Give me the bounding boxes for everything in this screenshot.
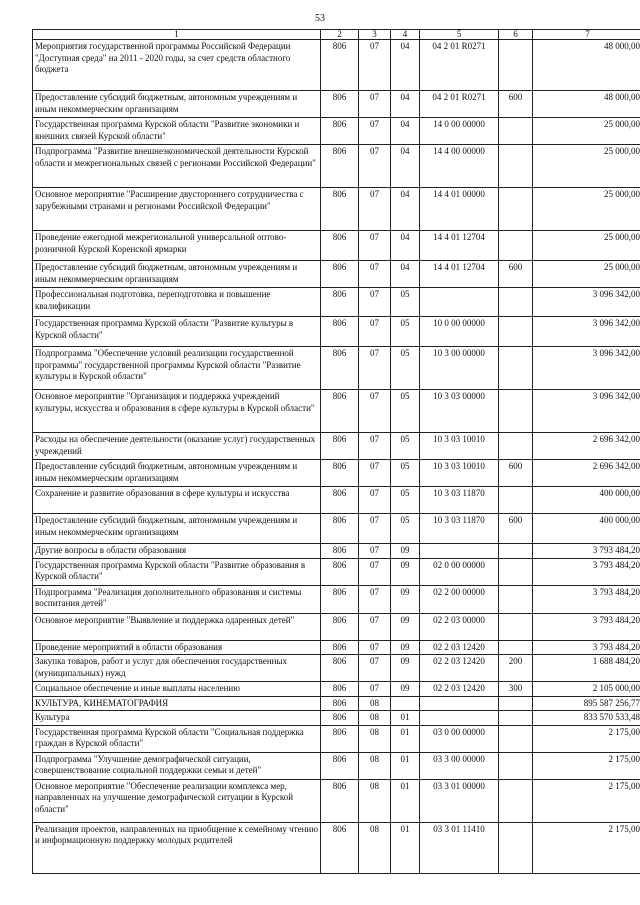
grbs-code-cell: 806	[321, 696, 359, 711]
expense-type-cell	[499, 752, 533, 779]
amount-cell: 3 793 484,20	[533, 613, 640, 640]
subsection-code-cell: 05	[391, 514, 420, 544]
target-article-cell: 04 2 01 R0271	[420, 91, 499, 118]
row-name-cell: Основное мероприятие "Выявление и поддержка одаренных детей"	[33, 613, 321, 640]
grbs-code-cell: 806	[321, 725, 359, 752]
amount-cell: 25 000,00	[533, 261, 640, 288]
target-article-cell	[420, 711, 499, 726]
table-row	[33, 390, 640, 433]
amount-cell: 25 000,00	[533, 118, 640, 145]
amount-cell: 48 000,00	[533, 91, 640, 118]
row-name-cell: Социальное обеспечение и иные выплаты населению	[33, 682, 321, 697]
expense-type-cell	[499, 390, 533, 433]
grbs-code-cell: 806	[321, 317, 359, 347]
amount-cell: 2 105 000,00	[533, 682, 640, 697]
subsection-code-cell: 04	[391, 118, 420, 145]
table-row	[33, 118, 640, 145]
expense-type-cell	[499, 696, 533, 711]
expense-type-cell	[499, 231, 533, 261]
row-name-cell: Предоставление субсидий бюджетным, автономным учреждениям и иным некоммерческим организациям	[33, 460, 321, 487]
expense-type-cell	[499, 558, 533, 585]
table-row	[33, 779, 640, 822]
target-article-cell: 02 2 03 00000	[420, 613, 499, 640]
row-name-cell: Подпрограмма "Улучшение демографической ситуации, совершенствование социальной поддержки семьи и детей"	[33, 752, 321, 779]
amount-cell: 3 096 342,00	[533, 347, 640, 390]
section-code-cell: 07	[359, 640, 391, 655]
grbs-code-cell: 806	[321, 752, 359, 779]
subsection-code-cell: 05	[391, 487, 420, 514]
expense-type-cell: 200	[499, 655, 533, 682]
target-article-cell: 10 3 03 11870	[420, 487, 499, 514]
section-code-cell: 07	[359, 682, 391, 697]
table-row	[33, 40, 640, 91]
target-article-cell: 03 0 00 00000	[420, 725, 499, 752]
target-article-cell: 03 3 01 00000	[420, 779, 499, 822]
expense-type-cell	[499, 288, 533, 317]
row-name-cell: Реализация проектов, направленных на приобщение к семейному чтению и информационную поддержку молодых родителей	[33, 822, 321, 873]
subsection-code-cell: 04	[391, 231, 420, 261]
table-row	[33, 288, 640, 317]
target-article-cell: 14 4 01 12704	[420, 231, 499, 261]
target-article-cell: 02 0 00 00000	[420, 558, 499, 585]
amount-cell: 895 587 256,77	[533, 696, 640, 711]
amount-cell: 3 096 342,00	[533, 288, 640, 317]
row-name-cell: Профессиональная подготовка, переподготовка и повышение квалификации	[33, 288, 321, 317]
page-number: 53	[315, 13, 325, 24]
row-name-cell: Предоставление субсидий бюджетным, автономным учреждениям и иным некоммерческим организациям	[33, 91, 321, 118]
subsection-code-cell: 04	[391, 188, 420, 231]
table-row	[33, 585, 640, 613]
subsection-code-cell: 01	[391, 711, 420, 726]
subsection-code-cell: 09	[391, 613, 420, 640]
table-row	[33, 725, 640, 752]
budget-table	[32, 29, 640, 874]
amount-cell: 48 000,00	[533, 40, 640, 91]
grbs-code-cell: 806	[321, 188, 359, 231]
row-name-cell: КУЛЬТУРА, КИНЕМАТОГРАФИЯ	[33, 696, 321, 711]
grbs-code-cell: 806	[321, 118, 359, 145]
row-name-cell: Подпрограмма "Реализация дополнительного образования и системы воспитания детей"	[33, 585, 321, 613]
row-name-cell: Подпрограмма "Обеспечение условий реализации государственной программы" государственной программы Курской области "Развитие культуры в Курской области"	[33, 347, 321, 390]
target-article-cell	[420, 288, 499, 317]
expense-type-cell: 600	[499, 91, 533, 118]
expense-type-cell	[499, 725, 533, 752]
amount-cell: 3 096 342,00	[533, 317, 640, 347]
row-name-cell: Государственная программа Курской области "Развитие культуры в Курской области"	[33, 317, 321, 347]
table-row	[33, 640, 640, 655]
section-code-cell: 07	[359, 347, 391, 390]
grbs-code-cell: 806	[321, 779, 359, 822]
row-name-cell: Основное мероприятие "Расширение двустороннего сотрудничества с зарубежными странами и регионами Российской Федерации"	[33, 188, 321, 231]
target-article-cell	[420, 696, 499, 711]
table-row	[33, 514, 640, 544]
section-code-cell: 08	[359, 725, 391, 752]
col-header-6: 6	[499, 30, 533, 40]
section-code-cell: 07	[359, 460, 391, 487]
section-code-cell: 07	[359, 433, 391, 460]
subsection-code-cell: 05	[391, 347, 420, 390]
row-name-cell: Закупка товаров, работ и услуг для обеспечения государственных (муниципальных) нужд	[33, 655, 321, 682]
row-name-cell: Государственная программа Курской области "Социальная поддержка граждан в Курской области"	[33, 725, 321, 752]
section-code-cell: 07	[359, 145, 391, 188]
section-code-cell: 07	[359, 613, 391, 640]
expense-type-cell: 600	[499, 261, 533, 288]
section-code-cell: 07	[359, 188, 391, 231]
grbs-code-cell: 806	[321, 347, 359, 390]
table-row	[33, 613, 640, 640]
table-row	[33, 696, 640, 711]
expense-type-cell	[499, 188, 533, 231]
subsection-code-cell: 04	[391, 145, 420, 188]
amount-cell: 1 688 484,20	[533, 655, 640, 682]
row-name-cell: Проведение ежегодной межрегиональной универсальной оптово-розничной Курской Коренской ярмарки	[33, 231, 321, 261]
section-code-cell: 07	[359, 288, 391, 317]
subsection-code-cell: 04	[391, 261, 420, 288]
grbs-code-cell: 806	[321, 288, 359, 317]
section-code-cell: 08	[359, 779, 391, 822]
target-article-cell: 10 3 00 00000	[420, 347, 499, 390]
section-code-cell: 08	[359, 696, 391, 711]
subsection-code-cell: 01	[391, 779, 420, 822]
col-header-2: 2	[321, 30, 359, 40]
col-header-3: 3	[359, 30, 391, 40]
amount-cell: 2 696 342,00	[533, 433, 640, 460]
row-name-cell: Культура	[33, 711, 321, 726]
row-name-cell: Государственная программа Курской области "Развитие экономики и внешних связей Курской области"	[33, 118, 321, 145]
row-name-cell: Другие вопросы в области образования	[33, 544, 321, 559]
target-article-cell: 02 2 00 00000	[420, 585, 499, 613]
expense-type-cell	[499, 40, 533, 91]
table-row	[33, 231, 640, 261]
section-code-cell: 07	[359, 544, 391, 559]
grbs-code-cell: 806	[321, 514, 359, 544]
target-article-cell: 14 0 00 00000	[420, 118, 499, 145]
section-code-cell: 07	[359, 231, 391, 261]
grbs-code-cell: 806	[321, 433, 359, 460]
col-header-4: 4	[391, 30, 420, 40]
target-article-cell: 02 2 03 12420	[420, 682, 499, 697]
target-article-cell: 10 3 03 10010	[420, 433, 499, 460]
amount-cell: 2 696 342,00	[533, 460, 640, 487]
section-code-cell: 07	[359, 118, 391, 145]
table-row	[33, 145, 640, 188]
section-code-cell: 07	[359, 514, 391, 544]
row-name-cell: Основное мероприятие "Организация и поддержка учреждений культуры, искусства и образования в сфере культуры в Курской области"	[33, 390, 321, 433]
expense-type-cell: 600	[499, 514, 533, 544]
subsection-code-cell: 04	[391, 91, 420, 118]
grbs-code-cell: 806	[321, 460, 359, 487]
expense-type-cell	[499, 118, 533, 145]
amount-cell: 25 000,00	[533, 145, 640, 188]
section-code-cell: 07	[359, 487, 391, 514]
table-row	[33, 317, 640, 347]
row-name-cell: Предоставление субсидий бюджетным, автономным учреждениям и иным некоммерческим организациям	[33, 514, 321, 544]
subsection-code-cell: 09	[391, 544, 420, 559]
amount-cell: 2 175,00	[533, 725, 640, 752]
expense-type-cell	[499, 711, 533, 726]
expense-type-cell	[499, 317, 533, 347]
row-name-cell: Мероприятия государственной программы Российской Федерации "Доступная среда" на 2011 - 2020 годы, за счет средств областного бюджета	[33, 40, 321, 91]
target-article-cell: 04 2 01 R0271	[420, 40, 499, 91]
row-name-cell: Подпрограмма "Развитие внешнеэкономической деятельности Курской области и межрегиональных связей с регионами Российской Федерации"	[33, 145, 321, 188]
subsection-code-cell: 01	[391, 822, 420, 873]
amount-cell: 2 175,00	[533, 779, 640, 822]
target-article-cell: 03 3 01 11410	[420, 822, 499, 873]
target-article-cell: 03 3 00 00000	[420, 752, 499, 779]
subsection-code-cell: 09	[391, 640, 420, 655]
section-code-cell: 07	[359, 585, 391, 613]
expense-type-cell	[499, 585, 533, 613]
grbs-code-cell: 806	[321, 613, 359, 640]
grbs-code-cell: 806	[321, 145, 359, 188]
target-article-cell: 02 2 03 12420	[420, 640, 499, 655]
grbs-code-cell: 806	[321, 655, 359, 682]
target-article-cell: 14 4 00 00000	[420, 145, 499, 188]
table-row	[33, 91, 640, 118]
amount-cell: 25 000,00	[533, 231, 640, 261]
grbs-code-cell: 806	[321, 261, 359, 288]
expense-type-cell	[499, 487, 533, 514]
amount-cell: 2 175,00	[533, 752, 640, 779]
expense-type-cell	[499, 347, 533, 390]
row-name-cell: Проведение мероприятий в области образования	[33, 640, 321, 655]
expense-type-cell: 600	[499, 460, 533, 487]
target-article-cell	[420, 544, 499, 559]
subsection-code-cell: 09	[391, 585, 420, 613]
target-article-cell: 10 3 03 00000	[420, 390, 499, 433]
table-row	[33, 460, 640, 487]
section-code-cell: 07	[359, 91, 391, 118]
subsection-code-cell: 05	[391, 433, 420, 460]
expense-type-cell	[499, 822, 533, 873]
grbs-code-cell: 806	[321, 711, 359, 726]
table-row	[33, 655, 640, 682]
col-header-5: 5	[420, 30, 499, 40]
table-row	[33, 544, 640, 559]
row-name-cell: Расходы на обеспечение деятельности (оказание услуг) государственных учреждений	[33, 433, 321, 460]
expense-type-cell	[499, 613, 533, 640]
expense-type-cell	[499, 779, 533, 822]
amount-cell: 3 793 484,20	[533, 544, 640, 559]
grbs-code-cell: 806	[321, 558, 359, 585]
table-row	[33, 711, 640, 726]
grbs-code-cell: 806	[321, 682, 359, 697]
section-code-cell: 07	[359, 558, 391, 585]
table-row	[33, 188, 640, 231]
target-article-cell: 14 4 01 00000	[420, 188, 499, 231]
section-code-cell: 07	[359, 317, 391, 347]
target-article-cell: 10 0 00 00000	[420, 317, 499, 347]
expense-type-cell	[499, 544, 533, 559]
table-row	[33, 822, 640, 873]
target-article-cell: 02 2 03 12420	[420, 655, 499, 682]
table-row	[33, 433, 640, 460]
amount-cell: 833 570 533,48	[533, 711, 640, 726]
section-code-cell: 08	[359, 822, 391, 873]
table-row	[33, 558, 640, 585]
subsection-code-cell: 01	[391, 752, 420, 779]
col-header-7: 7	[533, 30, 640, 40]
grbs-code-cell: 806	[321, 390, 359, 433]
subsection-code-cell: 09	[391, 558, 420, 585]
row-name-cell: Сохранение и развитие образования в сфере культуры и искусства	[33, 487, 321, 514]
expense-type-cell	[499, 640, 533, 655]
subsection-code-cell	[391, 696, 420, 711]
table-body	[33, 40, 640, 874]
target-article-cell: 14 4 01 12704	[420, 261, 499, 288]
target-article-cell: 10 3 03 10010	[420, 460, 499, 487]
section-code-cell: 07	[359, 655, 391, 682]
subsection-code-cell: 05	[391, 390, 420, 433]
expense-type-cell: 300	[499, 682, 533, 697]
grbs-code-cell: 806	[321, 640, 359, 655]
amount-cell: 3 096 342,00	[533, 390, 640, 433]
subsection-code-cell: 05	[391, 288, 420, 317]
section-code-cell: 08	[359, 711, 391, 726]
subsection-code-cell: 05	[391, 460, 420, 487]
section-code-cell: 07	[359, 261, 391, 288]
grbs-code-cell: 806	[321, 487, 359, 514]
grbs-code-cell: 806	[321, 231, 359, 261]
section-code-cell: 07	[359, 390, 391, 433]
amount-cell: 25 000,00	[533, 188, 640, 231]
table-row	[33, 682, 640, 697]
target-article-cell: 10 3 03 11870	[420, 514, 499, 544]
grbs-code-cell: 806	[321, 91, 359, 118]
table-row	[33, 261, 640, 288]
grbs-code-cell: 806	[321, 40, 359, 91]
amount-cell: 3 793 484,20	[533, 585, 640, 613]
subsection-code-cell: 01	[391, 725, 420, 752]
subsection-code-cell: 04	[391, 40, 420, 91]
section-code-cell: 07	[359, 40, 391, 91]
table-row	[33, 347, 640, 390]
section-code-cell: 08	[359, 752, 391, 779]
col-header-1: 1	[33, 30, 321, 40]
amount-cell: 3 793 484,20	[533, 558, 640, 585]
row-name-cell: Государственная программа Курской области "Развитие образования в Курской области"	[33, 558, 321, 585]
amount-cell: 400 000,00	[533, 514, 640, 544]
grbs-code-cell: 806	[321, 544, 359, 559]
row-name-cell: Предоставление субсидий бюджетным, автономным учреждениям и иным некоммерческим организациям	[33, 261, 321, 288]
grbs-code-cell: 806	[321, 585, 359, 613]
row-name-cell: Основное мероприятие "Обеспечение реализации комплекса мер, направленных на улучшение демографической ситуации в Курской области"	[33, 779, 321, 822]
amount-cell: 3 793 484,20	[533, 640, 640, 655]
expense-type-cell	[499, 145, 533, 188]
subsection-code-cell: 09	[391, 655, 420, 682]
header-row	[33, 30, 640, 40]
expense-type-cell	[499, 433, 533, 460]
subsection-code-cell: 09	[391, 682, 420, 697]
grbs-code-cell: 806	[321, 822, 359, 873]
table-row	[33, 487, 640, 514]
amount-cell: 400 000,00	[533, 487, 640, 514]
amount-cell: 2 175,00	[533, 822, 640, 873]
table-row	[33, 752, 640, 779]
subsection-code-cell: 05	[391, 317, 420, 347]
